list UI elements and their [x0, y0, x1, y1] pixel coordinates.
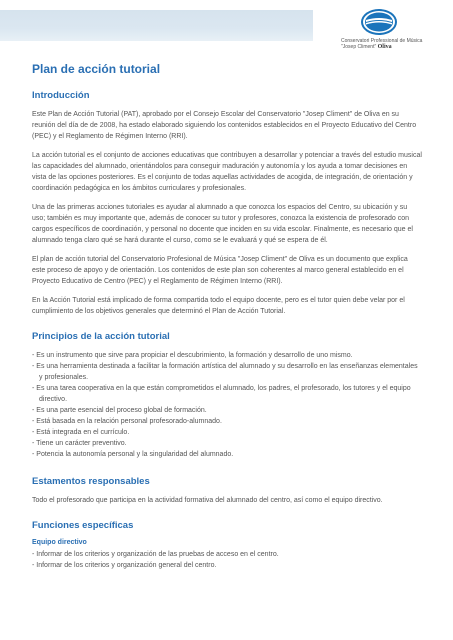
list-item: - Informar de los criterios y organización de las pruebas de acceso en el centro. — [32, 551, 279, 558]
section-introduccion — [32, 90, 422, 317]
list-item: - Es una herramienta destinada a facilitar la formación artística del alumnado y su desarrollo en las enseñanzas elementales y profesionales. — [32, 363, 418, 381]
list-item: - Es una parte esencial del proceso global de formación. — [32, 407, 207, 414]
section-heading: Estamentos responsables — [32, 476, 150, 487]
header-bar — [0, 10, 313, 41]
paragraph: En la Acción Tutorial está implicado de forma compartida todo el equipo docente, pero es el tutor quien debe velar por el cumplimiento de los objetivos generales que determinó el Plan de Acción Tutorial. — [32, 297, 405, 315]
section-heading: Introducción — [32, 90, 90, 101]
section-heading: Funciones específicas — [32, 520, 134, 531]
section-principios — [32, 331, 422, 460]
org-name-line2 — [341, 44, 392, 50]
list-item: - Es un instrumento que sirve para propiciar el descubrimiento, la formación y desarrollo de uno mismo. — [32, 352, 353, 359]
org-name-line1: Conservatori Professional de Música — [341, 38, 423, 44]
paragraph: Una de las primeras acciones tutoriales es ayudar al alumnado a que conozca los espacios del Centro, su ubicación y su uso; también es muy importante que, además de conocer su tutor y profesores, conozca la existencia de profesorado con cargos específicos de coordinación, y personal no docente que inciden en su vida escolar. Finalmente, es necesario que el alumnado tenga claro qué se hará durante el curso, como se le evaluará y qué se espera de él. — [32, 204, 413, 244]
document-body — [32, 62, 422, 581]
principles-list — [32, 350, 422, 460]
list-item: - Está integrada en el currículo. — [32, 429, 130, 436]
paragraph: Este Plan de Acción Tutorial (PAT), aprobado por el Consejo Escolar del Conservatorio "Josep Climent" de Oliva en su reunión del día de de 2008, ha estado elaborado siguiendo los contenidos establecidos en el Proyecto Educativo del Centro (PEC) y el Reglamento de Régimen Interno (RRI). — [32, 111, 417, 140]
conservatori-logo-icon — [359, 8, 399, 36]
list-item: - Tiene un carácter preventivo. — [32, 440, 127, 447]
document-title: Plan de acción tutorial — [32, 62, 161, 76]
subsection-heading: Equipo directivo — [32, 539, 87, 546]
paragraph: La acción tutorial es el conjunto de acciones educativas que contribuyen a desarrollar y potenciar a través del estudio musical las capacidades del alumnado, orientándolos para conseguir maduración y autonomía y los ayuda a tomar decisiones en vista de las opciones posteriores. Es el conjunto de todas aquellas actividades de acogida, de integración, de orientación y coordinación pedagógica en los ámbitos curriculares y profesionales. — [32, 152, 422, 192]
section-heading: Principios de la acción tutorial — [32, 331, 170, 342]
org-city: Oliva — [377, 44, 392, 50]
section-funciones — [32, 520, 422, 571]
paragraph: El plan de acción tutorial del Conservatorio Profesional de Música "Josep Climent" de Oliva es un documento que explica este proceso de apoyo y de orientación. Los contenidos de este plan son coherentes al marco general establecido en el Proyecto Educativo de Centro (PEC) y el Reglamento de Régimen Interno (RRI). — [32, 256, 408, 285]
section-estamentos — [32, 476, 422, 506]
list-item: - Es una tarea cooperativa en la que están comprometidos el alumnado, los padres, el profesorado, los tutores y el equipo directivo. — [32, 385, 411, 403]
list-item: - Potencia la autonomía personal y la singularidad del alumnado. — [32, 451, 234, 458]
paragraph: Todo el profesorado que participa en la actividad formativa del alumnado del centro, así como el equipo directivo. — [32, 497, 383, 504]
functions-list — [32, 549, 422, 571]
org-name-prefix: "Josep Climent" — [341, 44, 377, 50]
list-item: - Informar de los criterios y organización general del centro. — [32, 562, 217, 569]
list-item: - Está basada en la relación personal profesorado-alumnado. — [32, 418, 222, 425]
